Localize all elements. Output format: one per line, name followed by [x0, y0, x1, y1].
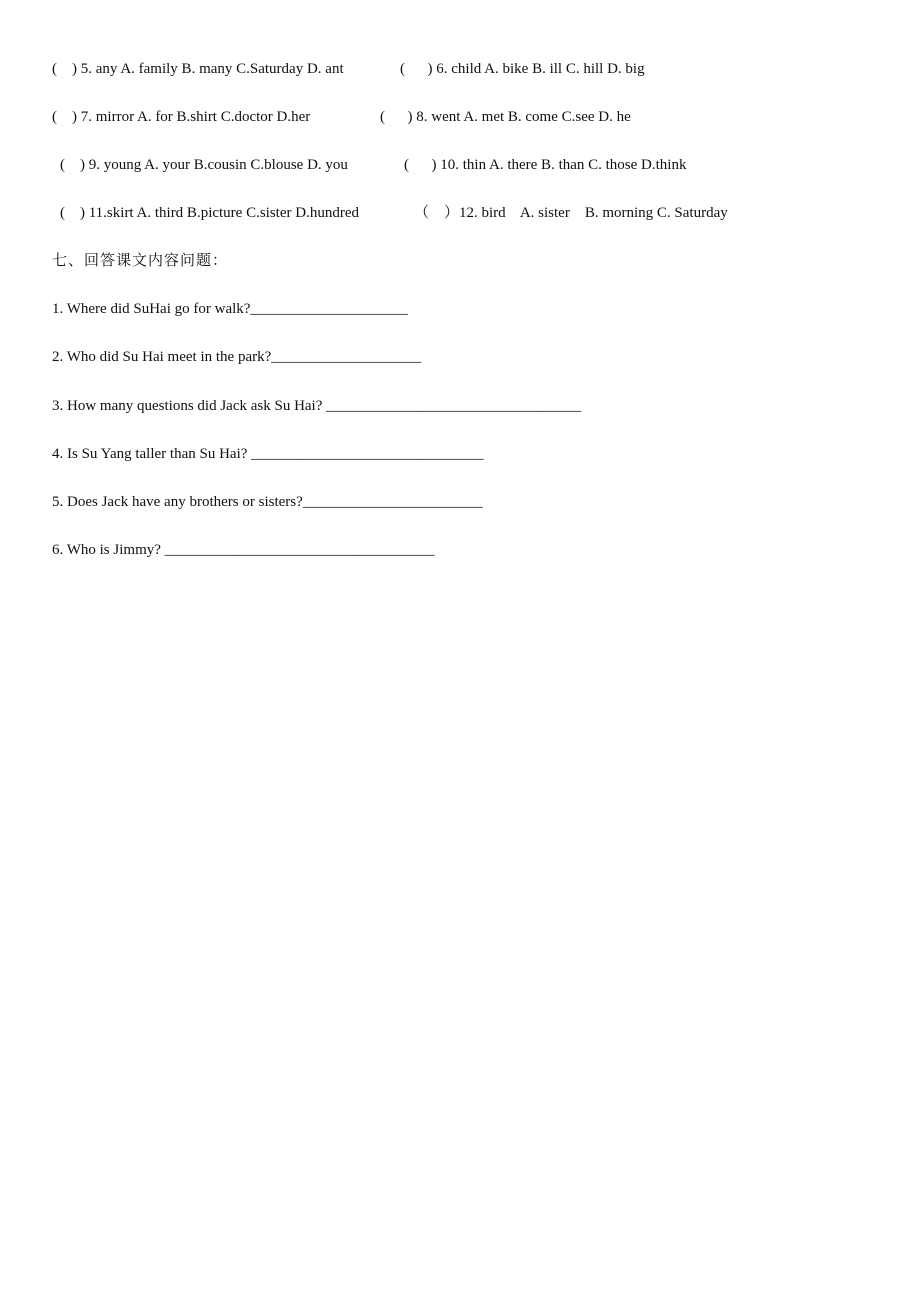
answer-question-2: 2. Who did Su Hai meet in the park?____________________ — [52, 349, 422, 365]
question-7: ( ) 7. mirror A. for B.shirt C.doctor D.her — [52, 109, 311, 125]
question-12: （ ）12. bird A. sister B. morning C. Saturday — [414, 205, 728, 221]
question-8: ( ) 8. went A. met B. come C.see D. he — [380, 109, 631, 125]
section-7-title: 七、回答课文内容问题： — [52, 253, 229, 269]
answer-question-4: 4. Is Su Yang taller than Su Hai? _______________________________ — [52, 446, 484, 462]
answer-question-6: 6. Who is Jimmy? ____________________________________ — [52, 542, 435, 558]
question-5: ( ) 5. any A. family B. many C.Saturday D. ant — [52, 61, 344, 77]
question-11: ( ) 11.skirt A. third B.picture C.sister D.hundred — [60, 205, 359, 221]
answer-question-5: 5. Does Jack have any brothers or sisters?________________________ — [52, 494, 483, 510]
question-9: ( ) 9. young A. your B.cousin C.blouse D. you — [60, 157, 348, 173]
question-10: ( ) 10. thin A. there B. than C. those D.think — [404, 157, 687, 173]
answer-question-3: 3. How many questions did Jack ask Su Hai? __________________________________ — [52, 398, 582, 414]
answer-question-1: 1. Where did SuHai go for walk?_____________________ — [52, 301, 408, 317]
question-6: ( ) 6. child A. bike B. ill C. hill D. big — [400, 61, 645, 77]
